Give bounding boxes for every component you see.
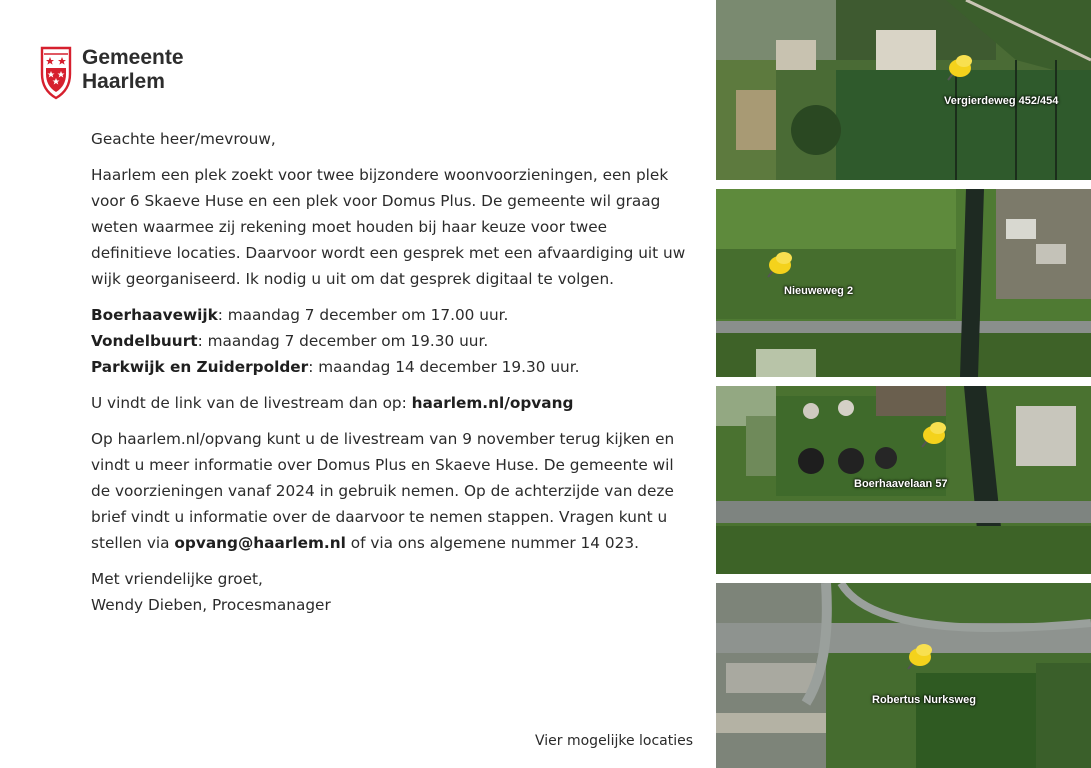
pushpin-icon [938, 52, 978, 88]
email-address: opvang@haarlem.nl [174, 534, 346, 552]
session-time: : maandag 7 december om 17.00 uur. [217, 306, 509, 324]
location-label: Nieuweweg 2 [784, 285, 854, 297]
session-item [91, 358, 579, 376]
session-area: Boerhaavewijk [91, 306, 218, 324]
haarlem-coat-of-arms-icon [38, 44, 74, 102]
aerial-photos [716, 0, 1091, 768]
closing: Met vriendelijke groet, [91, 570, 263, 588]
session-time: : maandag 14 december 19.30 uur. [308, 358, 580, 376]
pushpin-icon [758, 249, 798, 285]
closing-block [91, 566, 691, 618]
livestream-paragraph [91, 390, 691, 416]
intro-paragraph: Haarlem een plek zoekt voor twee bijzondere woonvoorzieningen, een plek voor 6 Skaeve Huse en een plek voor Domus Plus. De gemeente wil graag weten waarmee zij rekening moet houden bij haar keuze voor twee definitieve locaties. Daarvoor wordt een gesprek met een afvaardiging uit uw wijk georganiseerd. Ik nodig u uit om dat gesprek digitaal te volgen. [91, 166, 686, 288]
aerial-photo-4 [716, 583, 1091, 768]
session-area: Vondelbuurt [91, 332, 198, 350]
livestream-link: haarlem.nl/opvang [411, 394, 574, 412]
info-text: Op haarlem.nl/opvang kunt u de livestream van 9 november terug kijken en vindt u meer informatie over Domus Plus en Skaeve Huse. De gemeente wil de voorzieningen vanaf 2024 in gebruik nemen. Op de achterzijde van deze brief vindt u informatie over de daarvoor te nemen stappen. Vragen kunt u stellen via [91, 430, 675, 552]
logo [38, 44, 184, 102]
session-time: : maandag 7 december om 19.30 uur. [197, 332, 489, 350]
session-item [91, 306, 508, 324]
session-item [91, 332, 488, 350]
info-text-end: of via ons algemene nummer 14 023. [345, 534, 639, 552]
letter-body [91, 126, 691, 628]
greeting: Geachte heer/mevrouw, [91, 130, 276, 148]
livestream-text: U vindt de link van de livestream dan op: [91, 394, 412, 412]
pushpin-icon [898, 641, 938, 677]
aerial-photo-1 [716, 0, 1091, 180]
sessions-list [91, 302, 691, 380]
aerial-photo-2 [716, 189, 1091, 377]
photos-caption: Vier mogelijke locaties [535, 733, 694, 749]
location-label: Robertus Nurksweg [872, 694, 976, 706]
info-paragraph [91, 426, 691, 556]
session-area: Parkwijk en Zuiderpolder [91, 358, 309, 376]
location-label: Vergierdeweg 452/454 [944, 95, 1059, 107]
logo-line1: Gemeente [82, 46, 184, 69]
pushpin-icon [912, 419, 952, 455]
aerial-photo-3 [716, 386, 1091, 574]
logo-line2: Haarlem [82, 70, 165, 93]
logo-text [82, 46, 184, 94]
signature: Wendy Dieben, Procesmanager [91, 596, 331, 614]
location-label: Boerhaavelaan 57 [854, 478, 948, 490]
aerial-image [716, 0, 1091, 180]
